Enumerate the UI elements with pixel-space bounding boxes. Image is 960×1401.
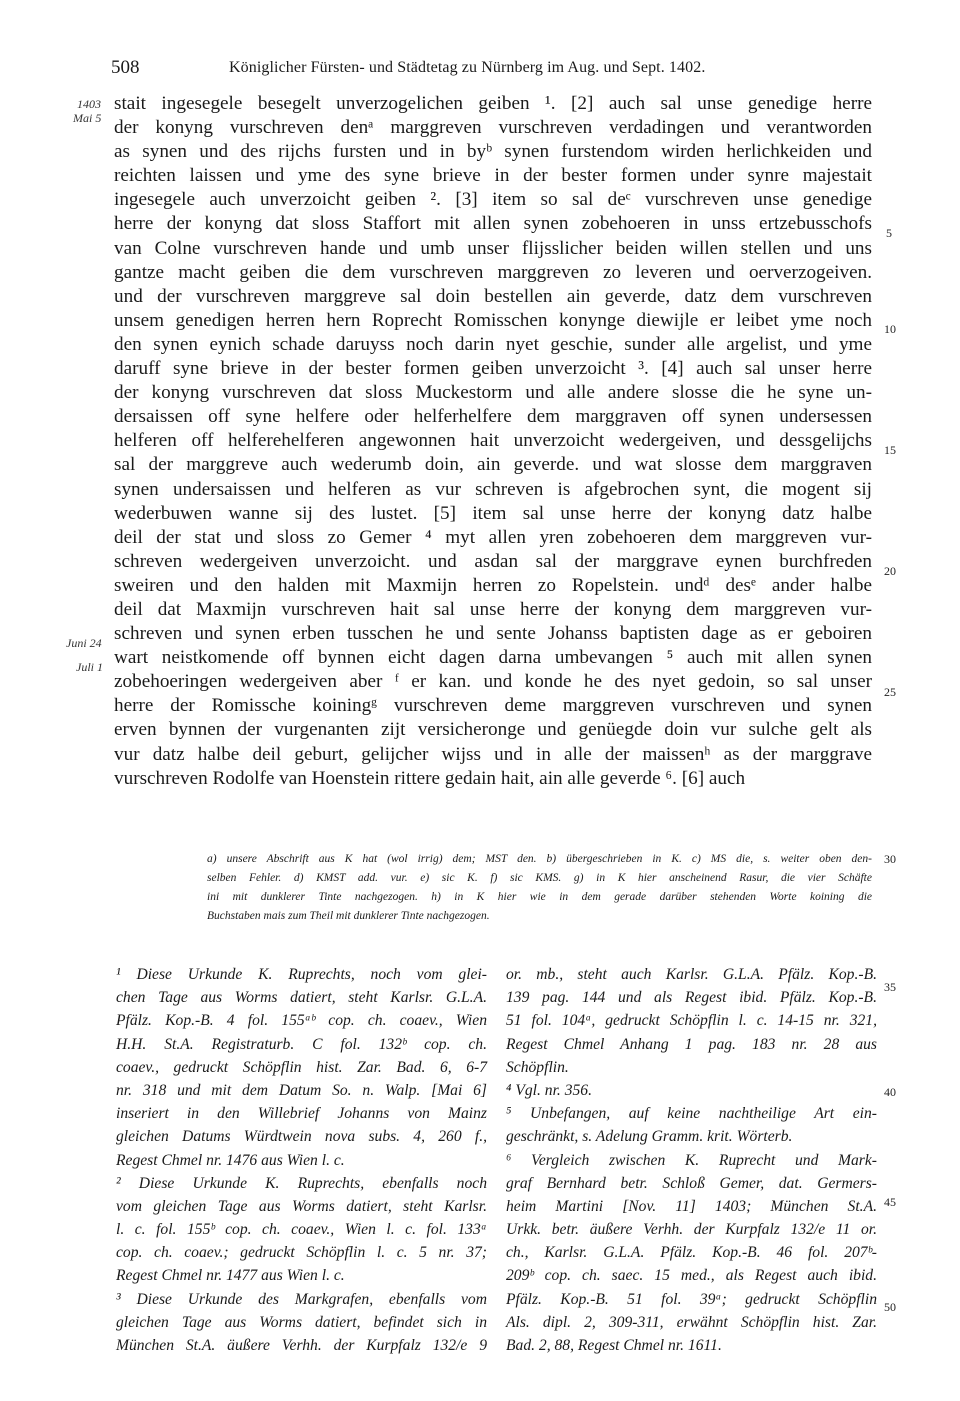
- text-line: herre der konyng dat sloss Staffort mit allen synen zobehoeren in unss ertzebusschofs: [114, 213, 872, 235]
- footnote-line: or. mb., steht auch Karlsr. G.L.A. Pfälz. Kop.-B.: [506, 966, 877, 983]
- footnote-line: Regest Chmel nr. 1477 aus Wien l. c.: [116, 1267, 345, 1285]
- footnotes-left-column: [116, 963, 487, 1357]
- line-number: 5: [886, 226, 892, 240]
- text-line: der konyng vurschreven denᵃ marggreven vurschreven verdadingen und verantworden: [114, 117, 872, 139]
- text-line: der konyng vurschreven dat sloss Muckestorm und alle andere slosse die he syne un-: [114, 382, 872, 404]
- text-line: sal der marggreve auch wederumb doin, ain geverde. und wat slosse dem marggraven: [114, 454, 872, 476]
- text-line: unsem genedigen herren hern Roprecht Romisschen konynge diewijle er leibet yme noch: [114, 309, 872, 331]
- footnote-line: München St.A. äußere Verhh. der Kurpfalz 132/e 9: [116, 1337, 487, 1354]
- text-line: helferen off helferehelferen angewonnen hait unverzoicht wedergeiven, und dessgelijchs: [114, 430, 872, 452]
- margin-date-day: Mai 5: [73, 111, 102, 125]
- text-line: deil der stat und sloss zo Gemer ⁴ myt allen yren zobehoeren dem marggreven vur-: [114, 526, 872, 548]
- text-line: gantze macht geiben die dem vurschreven marggreven zo leveren und oerverzogeiven.: [114, 261, 872, 283]
- footnote-line: 51 fol. 104ᵃ, gedruckt Schöpflin l. c. 14-15 nr. 321,: [506, 1012, 877, 1030]
- text-line: schreven wedergeiven unverzoicht. und asdan sal der marggrave eynen burchfreden: [114, 550, 872, 572]
- text-line: wederbuwen wanne sij des lustet. [5] item sal unse herre der konyng datz halbe: [114, 502, 872, 524]
- footnote-line: l. c. fol. 155ᵇ cop. ch. coaev., Wien l. c. fol. 133ᵃ: [116, 1221, 487, 1239]
- margin-date-juni: Juni 24: [66, 636, 102, 650]
- critical-apparatus: [207, 850, 872, 926]
- footnote-line: vom gleichen Tage aus Worms datiert, steht Karlsr.: [116, 1197, 487, 1215]
- footnote-line: ⁶ Vergleich zwischen K. Ruprecht und Mark-: [506, 1151, 877, 1169]
- footnote-line: ² Diese Urkunde K. Ruprechts, ebenfalls noch: [116, 1174, 487, 1192]
- text-line: herre der Romissche koiningᵍ vurschreven deme marggreven vurschreven und synen: [114, 695, 872, 717]
- footnote-line: graf Bernhard betr. Schloß Gemer, dat. Germers-: [506, 1174, 877, 1192]
- line-number: 40: [884, 1085, 896, 1099]
- text-line: ingesegele auch unverzoicht geiben ². [3] item so sal deᶜ vurschreven unse genedige: [114, 189, 872, 211]
- apparatus-line: a) unsere Abschrift aus K hat (wol irrig) dem; MST den. b) übergeschrieben in K. c) MS die, s. weiter oben den-: [207, 853, 872, 865]
- text-line: schreven und synen erben tusschen he und sente Johanss baptisten dage as er geboiren: [114, 623, 872, 645]
- text-line: erven bynnen der vurgenanten zijt versicheronge und genüegde doin vur sulche gelt als: [114, 719, 872, 741]
- text-line: daruff syne brieve in der bester formen geiben unverzoicht ³. [4] auch sal unser herre: [114, 358, 872, 380]
- text-line: van Colne vurschreven hande und umb unser flijsslicher beiden willen stellen und uns: [114, 237, 872, 259]
- text-line: dersaissen off syne helfere oder helferhelfere dem marggraven off synen undersessen: [114, 406, 872, 428]
- footnote-line: ³ Diese Urkunde des Markgrafen, ebenfalls vom: [116, 1290, 487, 1308]
- footnote-line: 209ᵇ cop. ch. saec. 15 med., als Regest auch ibid.: [506, 1267, 877, 1285]
- footnote-line: Pfälz. Kop.-B. 4 fol. 155ᵃᵇ cop. ch. coaev., Wien: [116, 1012, 487, 1030]
- running-title: Königlicher Fürsten- und Städtetag zu Nürnberg im Aug. und Sept. 1402.: [229, 59, 706, 76]
- footnote-line: ch., Karlsr. G.L.A. Pfälz. Kop.-B. 46 fol. 207ᵇ-: [506, 1244, 877, 1262]
- margin-date-year: 1403: [77, 97, 101, 111]
- apparatus-line: selben Fehler. d) KMST add. vur. e) sic K. f) sic KMS. g) in K hier anscheinend Rasur, die vier Schäfte: [207, 872, 872, 884]
- footnote-line: ¹ Diese Urkunde K. Ruprechts, noch vom glei-: [116, 966, 487, 983]
- footnote-line: Pfälz. Kop.-B. 51 fol. 39ᵃ; gedruckt Schöpflin: [506, 1290, 877, 1308]
- text-line: reichten laissen und yme des syne brieve in der bester formen under synre majestait: [114, 165, 872, 187]
- footnote-line: ⁵ Unbefangen, auf keine nachtheilige Art ein-: [506, 1105, 877, 1123]
- text-line: stait ingesegele besegelt unverzogelichen geiben ¹. [2] auch sal unse genedige herre: [114, 93, 872, 114]
- line-number: 15: [884, 443, 896, 457]
- footnote-line: Bad. 2, 88, Regest Chmel nr. 1611.: [506, 1337, 722, 1354]
- footnote-line: Als. dipl. 2, 309-311, erwähnt Schöpflin hist. Zar.: [506, 1313, 877, 1331]
- footnote-line: coaev., gedruckt Schöpflin hist. Zar. Bad. 6, 6-7: [116, 1058, 487, 1076]
- line-number: 35: [884, 980, 896, 994]
- text-line: den synen eynich schade daruyss noch darin nyet geschie, sunder alle argelist, und yme: [114, 333, 872, 355]
- apparatus-line: ini mit dunklerer Tinte nachgezogen. h) in K hier wie in dem gerade darüber stehenden Worte koining die: [207, 891, 872, 903]
- text-line: zobehoeringen wedergeiven aber ᶠ er kan. und konde he des nyet gedoin, so sal unser: [114, 671, 872, 693]
- footnote-line: heim Martini [Nov. 11] 1403; München St.A.: [506, 1197, 877, 1215]
- text-line: wart neistkomende off bynnen eicht dagen darna umbevangen ⁵ auch mit allen synen: [114, 647, 872, 669]
- page-number: 508: [111, 57, 140, 78]
- footnote-line: inseriert in den Willebrief Johanns von Mainz: [116, 1105, 487, 1123]
- text-line: as synen und des rijchs fursten und in byᵇ synen furstendom wirden herlichkeiden und: [114, 141, 872, 163]
- line-number: 50: [884, 1300, 896, 1314]
- apparatus-line: Buchstaben mais zum Theil mit dunklerer Tinte nachgezogen.: [207, 910, 490, 922]
- page-header: [111, 57, 871, 81]
- text-line: deil dat Maxmijn vurschreven hait sal unse herre der konyng dem marggreven vur-: [114, 598, 872, 620]
- text-line: und der vurschreven marggreve sal doin bestellen ain geverde, datz dem vurschreven: [114, 285, 872, 307]
- footnote-line: Regest Chmel nr. 1476 aus Wien l. c.: [116, 1151, 345, 1169]
- text-line: synen undersaissen und helferen as vur schreven is afgebrochen synt, die mogent sij: [114, 478, 872, 500]
- text-line: vur datz halbe deil geburt, gelijcher wijss und in alle der maissenʰ as der marggrave: [114, 743, 872, 765]
- footnote-line: nr. 318 und mit dem Datum So. n. Walp. [Mai 6]: [116, 1081, 487, 1099]
- line-number: 10: [884, 322, 896, 336]
- footnote-line: H.H. St.A. Registraturb. C fol. 132ᵇ cop. ch.: [116, 1035, 487, 1053]
- footnotes-right-column: [506, 963, 877, 1357]
- footnote-line: cop. ch. coaev.; gedruckt Schöpflin l. c. 5 nr. 37;: [116, 1244, 487, 1262]
- footnote-line: gleichen Tage aus Worms datiert, befindet sich in: [116, 1313, 487, 1331]
- text-line: sweiren und den halden mit Maxmijn herren zo Ropelstein. undᵈ desᵉ ander halbe: [114, 574, 872, 596]
- margin-date-juli: Juli 1: [76, 660, 103, 674]
- footnote-line: Schöpflin.: [506, 1058, 569, 1076]
- line-number: 45: [884, 1195, 896, 1209]
- main-text: [114, 92, 872, 791]
- footnote-line: 139 pag. 144 und als Regest ibid. Pfälz. Kop.-B.: [506, 989, 877, 1007]
- footnote-line: Urkk. betr. äußere Verhh. der Kurpfalz 132/e 11 or.: [506, 1221, 877, 1239]
- footnote-line: geschränkt, s. Adelung Gramm. krit. Wörterb.: [506, 1128, 793, 1146]
- footnote-line: chen Tage aus Worms datiert, steht Karlsr. G.L.A.: [116, 989, 487, 1007]
- footnote-line: Regest Chmel Anhang 1 pag. 183 nr. 28 aus: [506, 1035, 877, 1053]
- line-number: 20: [884, 564, 896, 578]
- line-number: 25: [884, 685, 896, 699]
- footnote-line: ⁴ Vgl. nr. 356.: [506, 1081, 592, 1099]
- footnote-line: gleichen Datums Würdtwein nova subs. 4, 260 f.,: [116, 1128, 487, 1146]
- line-number: 30: [884, 852, 896, 866]
- text-line: vurschreven Rodolfe van Hoenstein rittere gedain hait, ain alle geverde ⁶. [6] auch: [114, 767, 746, 789]
